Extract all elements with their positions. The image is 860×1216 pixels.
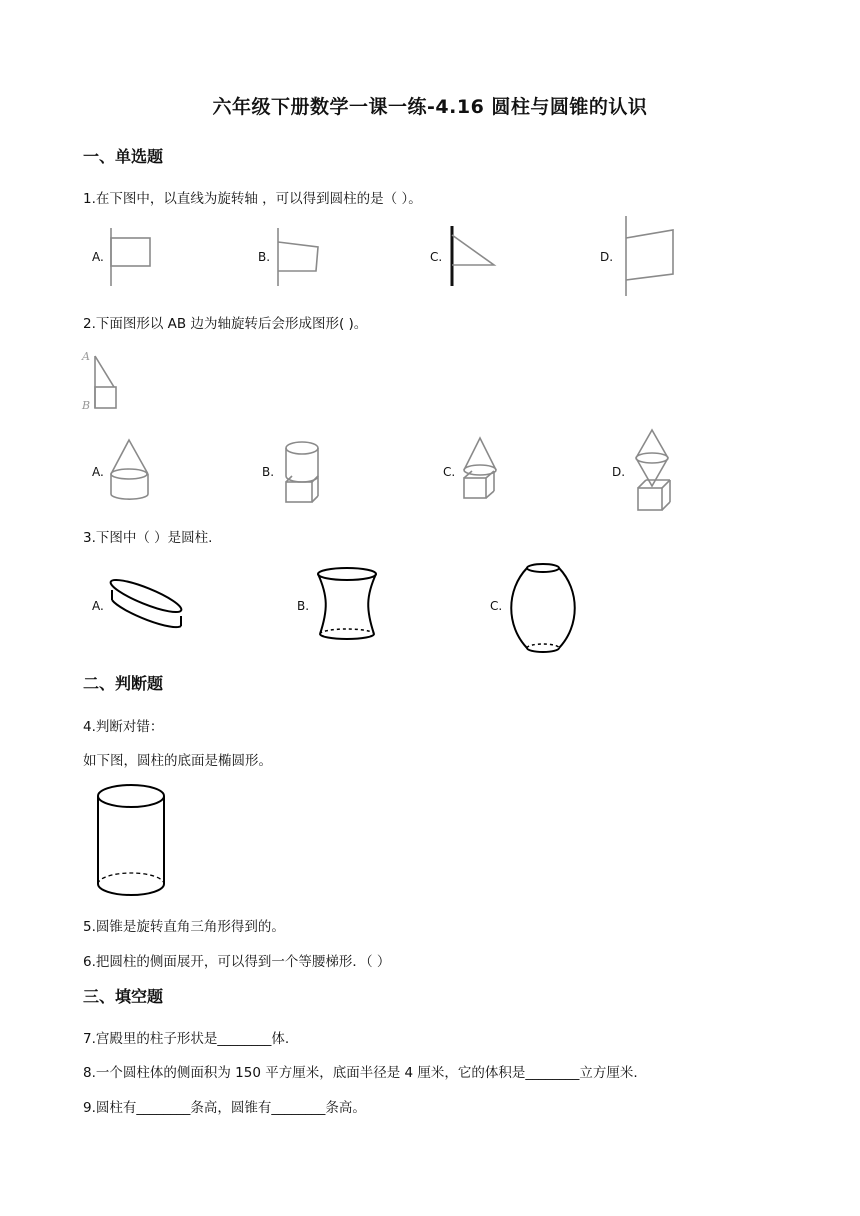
q2-option-c-label: C. <box>443 465 456 479</box>
question-1: 1.在下图中，以直线为旋转轴 ，可以得到圆柱的是（ ）。 <box>83 191 422 207</box>
q2-option-a-figure <box>108 438 152 502</box>
q2-option-b-figure <box>282 438 326 504</box>
question-5: 5.圆锥是旋转直角三角形得到的。 <box>83 919 285 935</box>
q1-option-b-figure <box>272 228 324 288</box>
q3-option-a-figure <box>108 580 190 636</box>
q2-option-d-label: D. <box>612 465 626 479</box>
q1-option-c-figure <box>446 226 498 288</box>
q1-option-d-label: D. <box>600 250 614 264</box>
question-6: 6.把圆柱的侧面展开，可以得到一个等腰梯形．（ ） <box>83 954 391 970</box>
q2-option-c-figure <box>460 436 504 502</box>
q3-option-b-figure <box>314 566 384 640</box>
question-7: 7.宫殿里的柱子形状是________体. <box>83 1031 290 1047</box>
question-2: 2.下面图形以 AB 边为轴旋转后会形成图形( )。 <box>83 316 368 332</box>
q2-option-d-figure <box>632 428 676 514</box>
q2-point-b-label: B <box>82 399 91 412</box>
question-4-statement: 如下图，圆柱的底面是椭圆形。 <box>83 753 272 769</box>
q1-option-a-label: A. <box>92 250 104 264</box>
q2-option-a-label: A. <box>92 465 104 479</box>
q2-point-a-label: A <box>82 350 90 363</box>
question-9: 9.圆柱有________条高，圆锥有________条高。 <box>83 1100 366 1116</box>
q3-option-a-label: A. <box>92 599 104 613</box>
q3-option-b-label: B. <box>297 599 310 613</box>
question-8: 8.一个圆柱体的侧面积为 150 平方厘米，底面半径是 4 厘米，它的体积是________立方厘米. <box>83 1065 638 1081</box>
q4-cylinder-figure <box>96 782 172 900</box>
question-4: 4.判断对错： <box>83 719 164 735</box>
question-3: 3.下图中（ ）是圆柱. <box>83 530 213 546</box>
q2-source-figure <box>92 354 122 412</box>
q3-option-c-label: C. <box>490 599 503 613</box>
section-heading-fill-blank: 三、填空题 <box>83 987 164 1006</box>
q1-option-b-label: B. <box>258 250 271 264</box>
page-title: 六年级下册数学一课一练-4.16 圆柱与圆锥的认识 <box>212 96 648 118</box>
q3-option-c-figure <box>506 562 580 656</box>
section-heading-true-false: 二、判断题 <box>83 674 164 693</box>
q1-option-a-figure <box>105 228 155 288</box>
q1-option-c-label: C. <box>430 250 443 264</box>
q2-option-b-label: B. <box>262 465 275 479</box>
q1-option-d-figure <box>618 216 680 298</box>
section-heading-single-choice: 一、单选题 <box>83 147 164 166</box>
